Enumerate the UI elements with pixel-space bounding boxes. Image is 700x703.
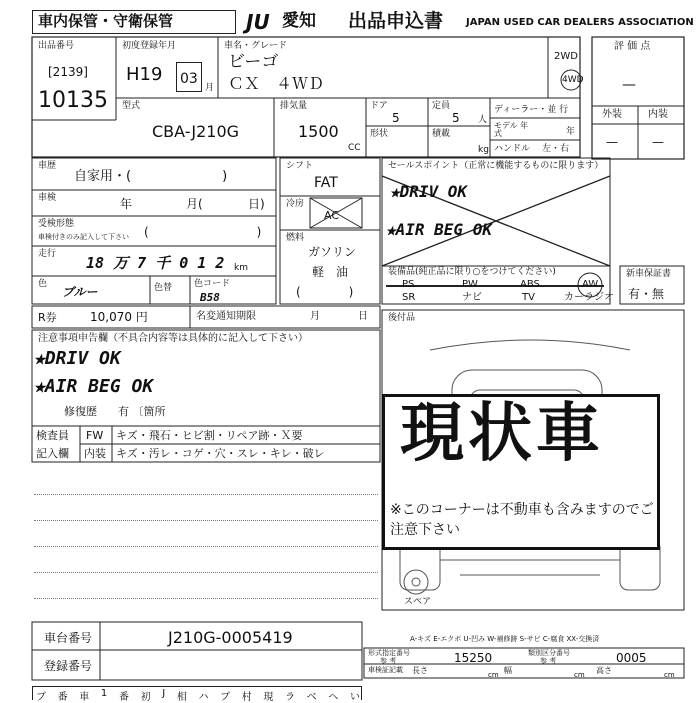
interior-label: 内装 [648,109,668,120]
strip-char: ブ [220,692,231,703]
stamp-note: ※このコーナーは不動車も含みますのでご注意下さい [390,502,654,538]
fuel-gas: ガソリン [308,245,357,259]
writing-line [34,494,378,495]
history-value: 自家用・( ) [74,169,228,184]
equipment-pw: PW [462,279,478,290]
cooling-value: AC [324,209,340,222]
category-label: 類別区分番号 [528,649,570,657]
writing-line [34,572,378,573]
handle-label: ハンドル [494,144,531,154]
equipment-tv: TV [522,292,535,303]
receipt-label: 受検形態 [38,219,75,229]
name-change-day: 日 [358,311,368,322]
color-code-value: B58 [200,291,220,304]
capacity-value: 5 [452,111,460,125]
writing-line [34,598,378,599]
displacement-unit: CC [348,143,361,153]
first-reg-month-unit: 月 [205,83,215,93]
equipment-radio: カーラジオ [564,292,614,303]
warranty-label: 新車保証書 [626,269,672,279]
fuel-other: ( ) [296,285,354,299]
fw-text: キズ・飛石・ヒビ割・リペア跡・Ｘ要 [116,429,303,442]
equipment-navi: ナビ [462,292,482,303]
dims-width-label: 幅 [504,666,512,675]
equipment-ps: PS [402,279,415,290]
name-change-label: 名変通知期限 [196,311,256,322]
strip-char: 車 [79,692,90,703]
category-number: 0005 [616,651,647,665]
fw-label: FW [86,429,104,442]
inspection-label: 車検 [38,193,57,203]
org-name: 愛知 [282,11,316,31]
first-reg-year: H19 [126,64,163,85]
shift-value: FAT [314,175,338,191]
strip-char: 番 [118,692,129,703]
capacity-unit: 人 [478,115,488,125]
repair-value: 有 〔箇所 [118,405,166,418]
inspector-label: 検査員 [36,429,69,442]
strip-char: ブ [36,692,46,703]
strip-char: 初 [140,692,151,703]
equipment-label: 装備品(純正品に限り○をつけてください) [388,267,556,277]
history-label: 車歴 [38,161,57,171]
inspector-label-2: 記入欄 [36,447,69,460]
strip-char: ベ [306,692,317,703]
grade-score: — [622,77,636,93]
recycle-label: R券 [38,311,57,324]
designation-number: 15250 [454,651,493,665]
form-title: 出品申込書 [348,10,444,32]
model-label: 型式 [122,101,141,111]
org-english-name: JAPAN USED CAR DEALERS ASSOCIATION [466,17,694,28]
inspection-day: 日) [248,197,265,211]
caution-line-1: ★DRIV OK [34,348,121,369]
model-year-label: モデル 年式 [494,121,529,138]
strip-char: ハ [198,692,209,703]
registration-label: 登録番号 [44,659,93,673]
strip-char: 相 [176,692,187,703]
dims-width-unit: cm [574,671,585,679]
first-reg-label: 初度登録年月 [122,41,177,51]
interior-check-text: キズ・汚レ・コゲ・穴・スレ・キレ・破レ [116,447,325,460]
sales-points-label: セールスポイント（正常に機能するものに限ります） [388,161,604,171]
mileage-value: 18 万 7 千 0 1 2 [86,254,225,272]
writing-line [34,546,378,547]
mileage-unit: km [234,263,248,273]
sales-point-2: ★AIR BEG OK [386,220,492,239]
grade-label: 評 価 点 [614,41,651,52]
inspection-year: 年 [120,197,133,211]
strip-char: い [349,692,360,703]
caution-line-2: ★AIR BEG OK [34,376,154,397]
writing-line [34,520,378,521]
exterior-score: — [606,135,618,149]
sales-point-1: ★DRIV OK [390,182,468,201]
equipment-sr: SR [402,292,416,303]
receipt-value: ( ) [144,225,262,239]
chassis-number: J210G-0005419 [168,628,293,647]
dims-label: 車検証記載 [368,666,403,674]
drive-4wd: 4WD [562,75,584,85]
model-year-unit: 年 [566,127,576,137]
door-label: ドア [370,101,388,111]
model-code: CBA-J210G [152,122,240,141]
fuel-light-oil: 軽 油 [312,265,349,279]
strip-char: 現 [263,692,274,703]
exterior-label: 外装 [602,109,622,120]
fuel-label: 燃料 [286,233,305,243]
dims-length-label: 長さ [412,666,428,675]
dims-length-unit: cm [488,671,499,679]
strip-char: J [162,688,166,699]
inspection-month: 月( [186,197,203,211]
strip-char: ラ [285,692,296,703]
shift-label: シフト [286,161,314,171]
displacement-label: 排気量 [280,101,308,111]
dims-height-label: 高さ [596,666,612,675]
ju-logo: JU [246,10,270,34]
strip-char: 1 [100,688,108,699]
lot-label: 出品番号 [38,41,75,51]
body-type-label: 形状 [370,129,389,139]
storage-tag: 車内保管・守衛保管 [38,12,174,30]
load-label: 積載 [432,129,451,139]
equipment-aw: AW [582,279,599,290]
bottom-strip-text [36,688,360,703]
color-value: ブルー [62,285,98,299]
interior-score: — [652,135,664,149]
car-name-label: 車名・グレード [224,41,288,51]
dims-height-unit: cm [664,671,675,679]
mileage-label: 走行 [38,249,57,259]
warranty-value: 有・無 [628,287,665,301]
repair-label: 修復歴 [64,405,97,418]
drive-2wd: 2WD [554,51,578,62]
door-count: 5 [392,111,400,125]
strip-char: 村 [241,692,252,703]
designation-label: 形式指定番号 [368,649,410,657]
designation-ref-2: 参 考 [540,657,557,665]
recycle-value: 10,070 円 [90,310,148,324]
load-unit: kg [478,145,489,155]
receipt-sub: 車検付きのみ記入して下さい [38,233,129,241]
lot-number: 10135 [38,88,108,113]
color-change-label: 色替 [154,283,173,293]
interior-check-label: 内装 [84,447,106,460]
displacement-value: 1500 [298,122,339,141]
first-reg-month: 03 [180,71,198,87]
lot-small-number: [2139] [48,65,88,79]
name-change-month: 月 [310,311,320,322]
equipment-abs: ABS [520,279,540,290]
color-code-label: 色コード [194,279,231,289]
caution-label: 注意事項申告欄（不具合内容等は具体的に記入して下さい） [38,333,308,344]
after-parts-label: 後付品 [388,313,416,323]
car-name: ビーゴ [228,52,279,72]
car-grade: ＣＸ ４ＷＤ [228,74,325,93]
capacity-label: 定員 [432,101,451,111]
cooling-label: 冷房 [286,199,305,209]
damage-legend: A-キズ E-エクボ U-凹み W-補修跡 S-サビ C-腐食 XX-交換済 [410,635,600,643]
color-label: 色 [38,279,48,289]
strip-char: ヘ [328,692,339,703]
strip-char: 番 [57,692,68,703]
as-is-stamp-text: 現状車 [400,397,604,471]
spare-label: スペア [404,597,432,607]
designation-ref-1: 参 考 [380,657,397,665]
chassis-label: 車台番号 [44,631,93,645]
handle-value: 左・右 [542,144,570,154]
dealer-label: ディーラー・並 行 [494,105,569,115]
